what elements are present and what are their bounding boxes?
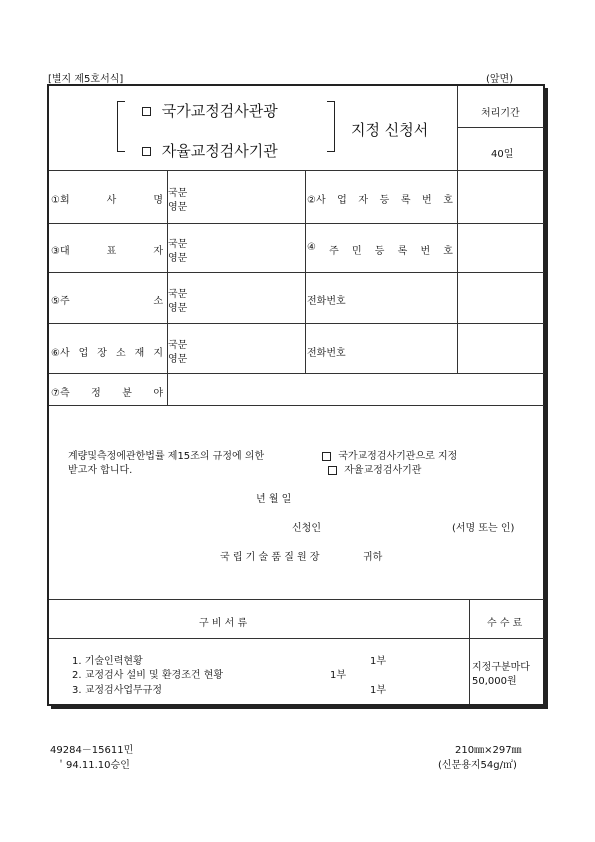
company-name-label: ①회 사 명 [51, 195, 163, 206]
divider [49, 272, 544, 273]
doc-item-qty: 1부 [370, 685, 387, 696]
honorific: 귀하 [363, 552, 383, 563]
lang-ko: 국문 [168, 289, 188, 300]
title-option-2: 자율교정검사기관 [142, 140, 278, 161]
fee-line-1: 지정구분마다 [472, 662, 530, 673]
checkbox-icon[interactable] [322, 452, 331, 461]
statement-option-1: 국가교정검사기관으로 지정 [322, 447, 457, 462]
divider [457, 170, 458, 373]
title-option-1: 국가교정검사관광 [142, 100, 278, 121]
divider [469, 599, 470, 704]
right-bracket [327, 101, 335, 152]
documents-header: 구 비 서 류 [199, 618, 248, 629]
divider [49, 170, 544, 171]
measurement-field-label: ⑦측 정 분 야 [51, 388, 163, 399]
form-code: 49284－15611민 [50, 745, 134, 756]
site-location-label: ⑥사 업 장 소 재 지 [51, 348, 163, 359]
doc-item: 2. 교정검사 설비 및 환경조건 현황 [72, 670, 224, 681]
address-label: ⑤주 소 [51, 296, 163, 307]
lang-en: 영문 [168, 303, 188, 314]
lang-ko: 국문 [168, 340, 188, 351]
lang-ko: 국문 [168, 239, 188, 250]
document-title: 지정 신청서 [351, 121, 429, 139]
resident-reg-no-label: ④ 주 민 등 록 번 호 [307, 242, 453, 257]
business-reg-no-label: ②사 업 자 등 록 번 호 [307, 195, 453, 206]
fee-line-2: 50,000원 [472, 676, 517, 687]
divider [457, 86, 458, 170]
lang-ko: 국문 [168, 188, 188, 199]
processing-label: 처리기간 [481, 108, 520, 119]
checkbox-icon[interactable] [142, 107, 151, 116]
divider [49, 373, 544, 374]
representative-label: ③대 표 자 [51, 246, 163, 257]
divider [457, 127, 544, 128]
form-number: [별지 제5호서식] [48, 74, 124, 85]
statement-line-2: 받고자 합니다. [68, 465, 133, 476]
processing-value: 40일 [491, 149, 514, 160]
approval-date: ＇94.11.10승인 [56, 760, 130, 771]
paper-type: (신문용지54g/㎡) [438, 760, 517, 771]
checkbox-icon[interactable] [328, 466, 337, 475]
signature-label: (서명 또는 인) [452, 523, 515, 534]
addressee: 국 립 기 술 품 질 원 장 [220, 552, 320, 563]
page-side-label: (앞면) [486, 74, 514, 85]
phone-label: 전화번호 [307, 348, 346, 359]
doc-item-qty: 1부 [330, 670, 347, 681]
divider [49, 223, 544, 224]
left-bracket [117, 101, 125, 152]
paper-size: 210㎜×297㎜ [455, 745, 522, 756]
checkbox-icon[interactable] [142, 147, 151, 156]
doc-item-qty: 1부 [370, 656, 387, 667]
doc-item: 3. 교정검사업무규정 [72, 685, 162, 696]
divider [49, 405, 544, 406]
applicant-label: 신청인 [292, 523, 321, 534]
frame-shadow-right [545, 88, 548, 709]
divider [49, 323, 544, 324]
frame-shadow-bottom [51, 706, 548, 709]
doc-item: 1. 기술인력현황 [72, 656, 143, 667]
lang-en: 영문 [168, 253, 188, 264]
divider [305, 170, 306, 373]
lang-en: 영문 [168, 354, 188, 365]
date-line: 년 월 일 [256, 494, 292, 505]
phone-label: 전화번호 [307, 296, 346, 307]
fee-header: 수 수 료 [487, 618, 523, 629]
statement-option-2: 자율교정검사기관 [328, 461, 421, 476]
lang-en: 영문 [168, 202, 188, 213]
statement-line-1: 계량및측정에관한법률 제15조의 규정에 의한 [68, 451, 265, 462]
